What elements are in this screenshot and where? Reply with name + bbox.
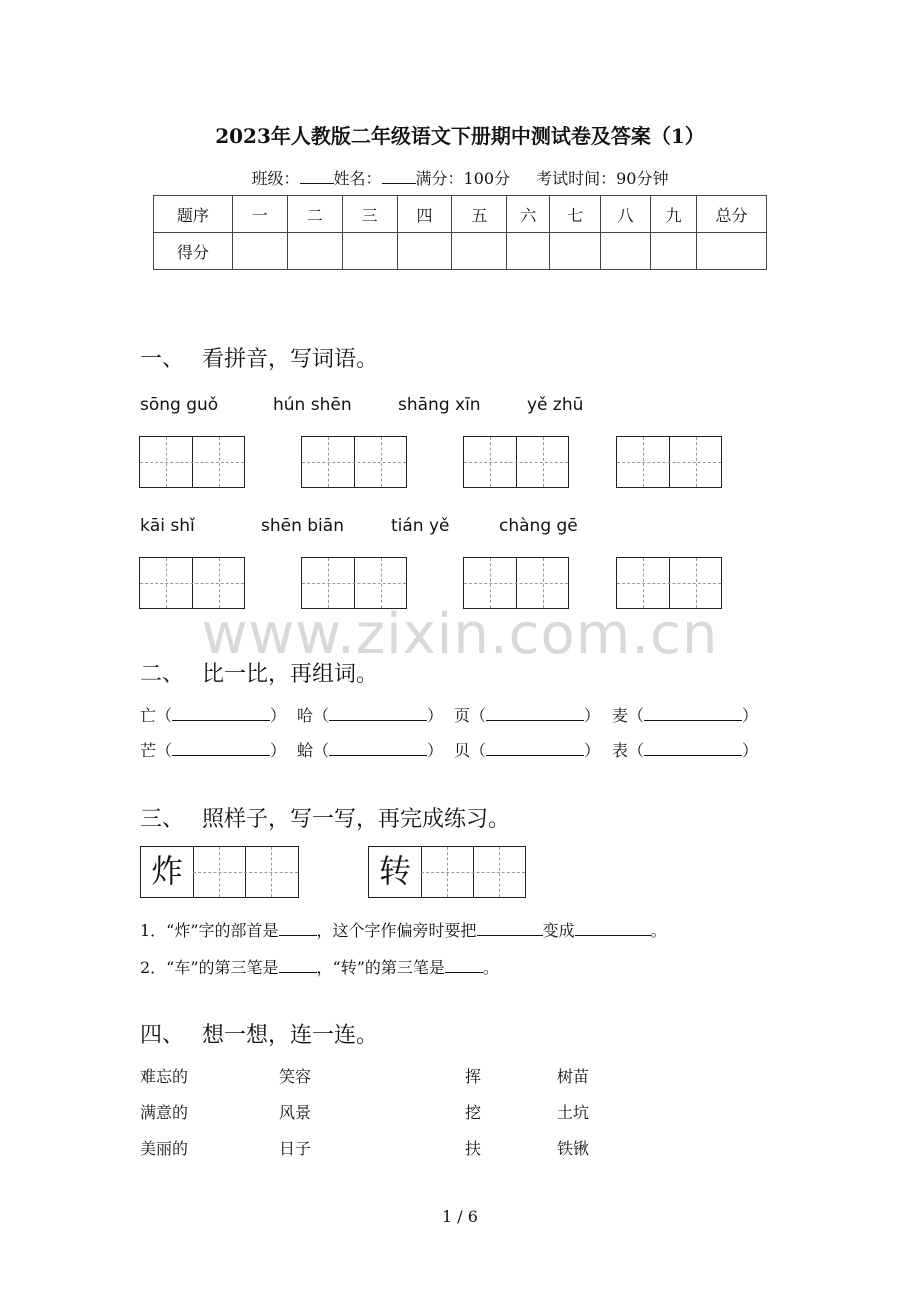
match-item[interactable]: 铁锹 — [557, 1139, 590, 1158]
pinyin-label: tián yě — [391, 516, 450, 536]
match-item[interactable]: 难忘的 — [140, 1067, 189, 1086]
answer-blank[interactable] — [644, 707, 742, 721]
section-3-number: 三、 — [140, 807, 185, 832]
score-cell[interactable] — [397, 233, 452, 270]
class-label: 班级： — [251, 169, 300, 188]
answer-blank[interactable] — [329, 742, 427, 756]
score-cell[interactable] — [651, 233, 697, 270]
section-3-heading — [140, 802, 510, 833]
pinyin-label: hún shēn — [273, 395, 352, 415]
section-2-heading — [140, 657, 378, 688]
match-item[interactable]: 满意的 — [140, 1103, 189, 1122]
answer-blank[interactable] — [172, 742, 270, 756]
sample-character: 转 — [378, 852, 411, 890]
compare-item: 哈（ ） — [297, 706, 444, 725]
full-score: 满分：100分 — [415, 169, 511, 188]
page-title: 2023年人教版二年级语文下册期中测试卷及答案（1） — [215, 124, 705, 148]
score-header-cell: 题序 — [154, 196, 233, 233]
section-4-number: 四、 — [140, 1023, 185, 1048]
score-cell[interactable] — [550, 233, 601, 270]
compare-item: 芒（ ） — [140, 741, 287, 760]
score-cell[interactable] — [601, 233, 651, 270]
score-header-cell: 三 — [342, 196, 397, 233]
score-header-cell: 九 — [651, 196, 697, 233]
match-item[interactable]: 挥 — [465, 1067, 482, 1086]
match-item[interactable]: 美丽的 — [140, 1139, 189, 1158]
score-cell[interactable] — [697, 233, 767, 270]
score-row-label: 得分 — [154, 233, 233, 270]
compare-item: 页（ ） — [454, 706, 601, 725]
answer-blank[interactable] — [445, 959, 483, 973]
tianzige-box[interactable] — [616, 436, 722, 488]
score-header-cell: 八 — [601, 196, 651, 233]
pinyin-label: chàng gē — [499, 516, 578, 536]
answer-blank[interactable] — [279, 959, 317, 973]
score-cell[interactable] — [452, 233, 507, 270]
score-cell[interactable] — [507, 233, 550, 270]
compare-item: 贝（ ） — [454, 741, 601, 760]
match-item[interactable]: 笑容 — [279, 1067, 312, 1086]
page-number: 1 / 6 — [442, 1207, 478, 1226]
answer-blank[interactable] — [172, 707, 270, 721]
match-item[interactable]: 土坑 — [557, 1103, 590, 1122]
tianzige-box[interactable] — [139, 436, 245, 488]
score-cell[interactable] — [232, 233, 287, 270]
score-header-cell: 一 — [232, 196, 287, 233]
sample-writing-grid[interactable] — [140, 846, 299, 898]
tianzige-box[interactable] — [463, 436, 569, 488]
score-header-cell: 总分 — [697, 196, 767, 233]
score-header-cell: 七 — [550, 196, 601, 233]
score-header-cell: 四 — [397, 196, 452, 233]
score-header-cell: 六 — [507, 196, 550, 233]
compare-item: 蛤（ ） — [297, 741, 444, 760]
score-cell[interactable] — [287, 233, 342, 270]
question-1: 1．“炸”字的部首是 ，这个字作偏旁时要把 变成 。 — [140, 921, 667, 940]
pinyin-label: shāng xīn — [398, 395, 481, 415]
compare-item: 亡（ ） — [140, 706, 287, 725]
name-blank — [382, 169, 416, 184]
match-item[interactable]: 挖 — [465, 1103, 482, 1122]
answer-blank[interactable] — [644, 742, 742, 756]
compare-item: 麦（ ） — [612, 706, 759, 725]
sample-character: 炸 — [150, 852, 183, 890]
exam-time: 考试时间：90分钟 — [536, 169, 669, 188]
section-1-title: 看拼音，写词语。 — [202, 347, 379, 372]
section-2-title: 比一比，再组词。 — [202, 662, 379, 687]
answer-blank[interactable] — [477, 922, 543, 936]
score-table — [153, 195, 767, 270]
exam-info — [0, 166, 920, 189]
match-item[interactable]: 日子 — [279, 1139, 312, 1158]
score-header-row — [154, 196, 767, 233]
pinyin-label: yě zhū — [527, 395, 584, 415]
compare-item: 表（ ） — [612, 741, 759, 760]
class-blank — [300, 169, 334, 184]
score-cell[interactable] — [342, 233, 397, 270]
question-2: 2．“车”的第三笔是 ，“转”的第三笔是 。 — [140, 958, 499, 977]
match-item[interactable]: 扶 — [465, 1139, 482, 1158]
score-header-cell: 二 — [287, 196, 342, 233]
answer-blank[interactable] — [279, 922, 317, 936]
score-header-cell: 五 — [452, 196, 507, 233]
section-1-heading — [140, 342, 378, 373]
score-value-row — [154, 233, 767, 270]
tianzige-box[interactable] — [301, 436, 407, 488]
section-1-number: 一、 — [140, 347, 185, 372]
answer-blank[interactable] — [575, 922, 651, 936]
pinyin-label: sōng guǒ — [140, 395, 219, 415]
match-item[interactable]: 树苗 — [557, 1067, 590, 1086]
sample-writing-grid[interactable] — [368, 846, 526, 898]
answer-blank[interactable] — [486, 742, 584, 756]
section-4-title: 想一想，连一连。 — [202, 1023, 379, 1048]
section-4-heading — [140, 1018, 378, 1049]
pinyin-label: shēn biān — [261, 516, 344, 536]
name-label: 姓名： — [333, 169, 382, 188]
match-item[interactable]: 风景 — [279, 1103, 312, 1122]
section-2-number: 二、 — [140, 662, 185, 687]
pinyin-label: kāi shǐ — [140, 516, 195, 536]
watermark: www.zixin.com.cn — [201, 602, 719, 667]
section-3-title: 照样子，写一写，再完成练习。 — [202, 807, 511, 832]
answer-blank[interactable] — [329, 707, 427, 721]
answer-blank[interactable] — [486, 707, 584, 721]
